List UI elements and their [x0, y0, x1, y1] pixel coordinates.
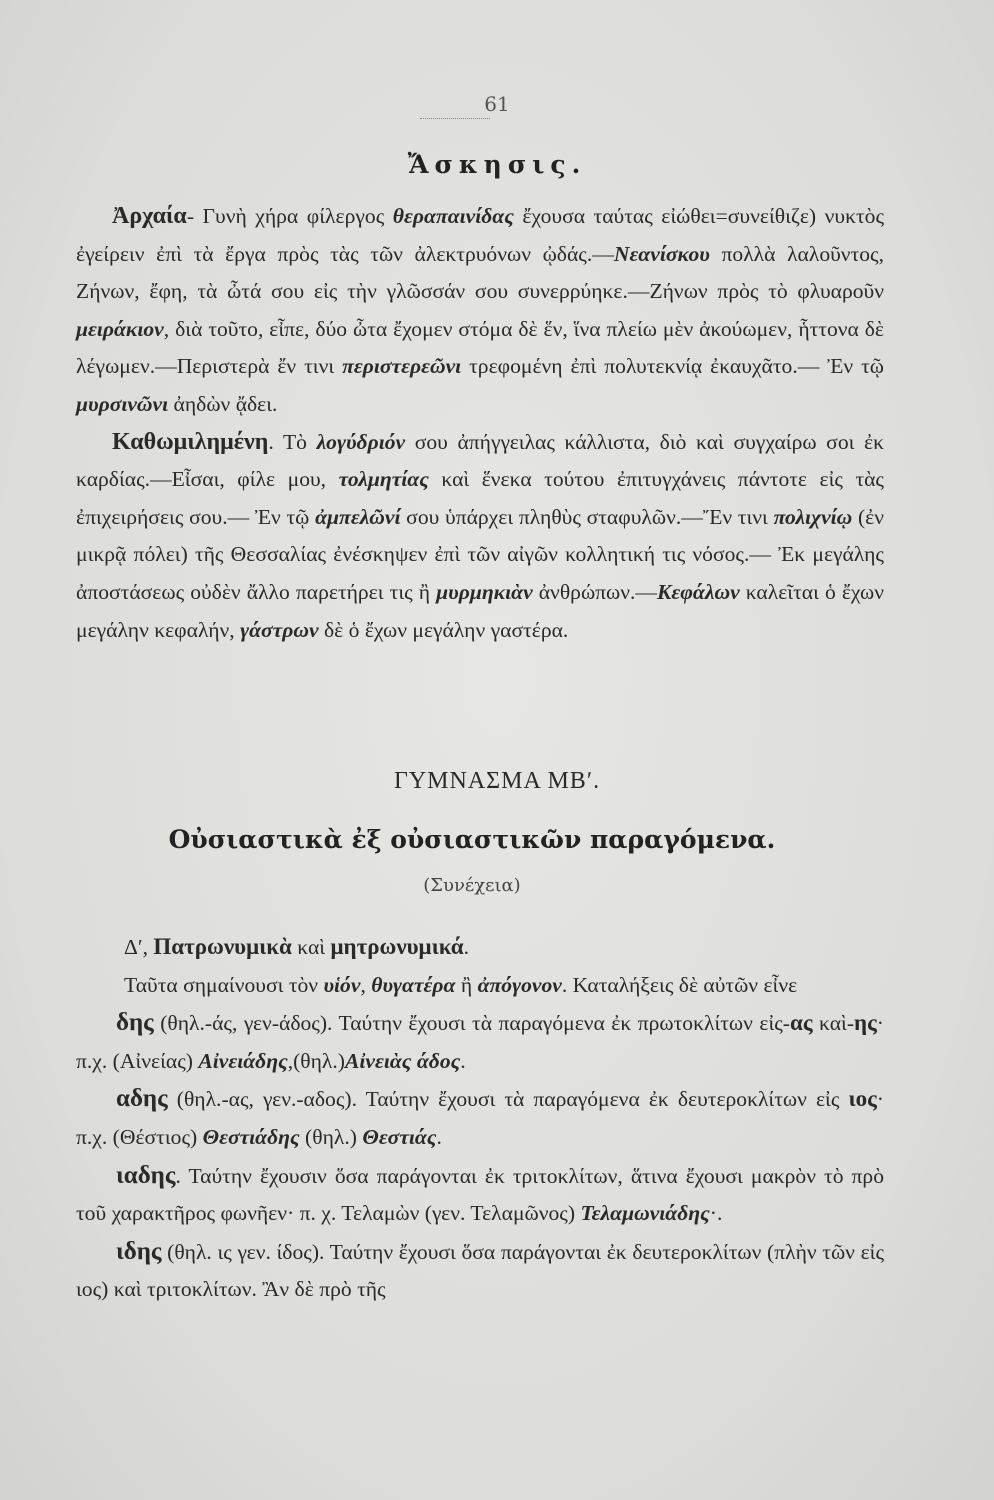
patronymics-section	[76, 928, 884, 1309]
exercise-heading: Ἄσκησις.	[407, 150, 587, 179]
section-d-heading: Δʹ, Πατρωνυμικὰ καὶ μητρωνυμικά.	[124, 934, 470, 959]
section-subtitle: Οὐσιαστικὰ ἐξ οὐσιαστικῶν παραγόμενα.	[168, 825, 776, 854]
gymnasma-title: ΓΥΜΝΑΣΜΑ ΜΒʹ.	[393, 768, 601, 794]
label-ancient: Ἀρχαία	[112, 203, 187, 229]
page-number-rule	[420, 118, 490, 119]
suffix-dis: δης (θηλ.-άς, γεν-άδος). Ταύτην ἔχουσι τὰ παραγόμενα ἐκ πρωτοκλίτων εἰς-ας καὶ-ης· π.χ. (Αἰνείας) Αἰνειάδης,(θηλ.)Αἰνειὰς άδος.	[76, 1009, 884, 1073]
suffix-idis: ιδης (θηλ. ις γεν. ίδος). Ταύτην ἔχουσι ὅσα παράγονται ἐκ δευτεροκλίτων (πλὴν τῶν εἰς ιος) καὶ τριτοκλίτων. Ἂν δὲ πρὸ τῆς	[76, 1237, 884, 1302]
exercise-body	[76, 198, 884, 649]
continued-note: (Συνέχεια)	[423, 875, 521, 896]
paragraph-ancient: Ἀρχαία- Γυνὴ χήρα φίλεργος θεραπαινίδας ἔχουσα ταύτας εἰώθει=συνείθιζε) νυκτὸς ἐγείρειν ἐπὶ τὰ ἔργα πρὸς τὰς τῶν ἀλεκτρυόνων ᾠδάς.—Νεανίσκου πολλὰ λαλοῦντος, Ζήνων, ἔφη, τὰ ὦτά σου εἰς τὴν γλῶσσάν σου συνερρύηκε.—Ζήνων πρὸς τὸ φλυαροῦν μειράκιον, διὰ τοῦτο, εἶπε, δύο ὦτα ἔχομεν στόμα δὲ ἕν, ἵνα πλείω μὲν ἀκούωμεν, ἧττονα δὲ λέγωμεν.—Περιστερὰ ἔν τινι περιστερεῶνι τρεφομένη ἐπὶ πολυτεκνίᾳ ἐκαυχᾶτο.— Ἐν τῷ μυρσινῶνι ἀηδὼν ᾄδει.	[76, 203, 884, 416]
suffix-iadis: ιαδης. Ταύτην ἔχουσιν ὅσα παράγονται ἐκ τριτοκλίτων, ἅτινα ἔχουσι μακρὸν τὸ πρὸ τοῦ χαρακτῆρος φωνῆεν· π. χ. Τελαμὼν (γεν. Τελαμῶνος) Τελαμωνιάδης·.	[76, 1161, 884, 1226]
suffix-adis: αδης (θηλ.-ας, γεν.-αδος). Ταύτην ἔχουσι τὰ παραγόμενα ἐκ δευτεροκλίτων εἰς ιος· π.χ. (Θέστιος) Θεστιάδης (θηλ.) Θεστιάς.	[76, 1085, 884, 1149]
page-number: 61	[484, 92, 510, 116]
section-intro: Ταῦτα σημαίνουσι τὸν υἱόν, θυγατέρα ἢ ἀπόγονον. Καταλήξεις δὲ αὐτῶν εἶνε	[124, 972, 798, 997]
paragraph-colloquial: Καθωμιλημένη. Τὸ λογύδριόν σου ἀπήγγειλας κάλλιστα, διὸ καὶ συγχαίρω σοι ἐκ καρδίας.—Εἶσαι, φίλε μου, τολμητίας καὶ ἕνεκα τούτου ἐπιτυγχάνεις πάντοτε εἰς τὰς ἐπιχειρήσεις σου.— Ἐν τῷ ἀμπελῶνί σου ὑπάρχει πληθὺς σταφυλῶν.—Ἔν τινι πολιχνίῳ (ἐν μικρᾷ πόλει) τῆς Θεσσαλίας ἐνέσκηψεν ἐπὶ τῶν αἰγῶν κολλητική τις νόσος.— Ἐκ μεγάλης ἀποστάσεως οὐδὲν ἄλλο παρετήρει τις ἢ μυρμηκιὰν ἀνθρώπων.—Κεφάλων καλεῖται ὁ ἔχων μεγάλην κεφαλήν, γάστρων δὲ ὁ ἔχων μεγάλην γαστέρα.	[76, 428, 884, 642]
label-colloquial: Καθωμιλημένη	[112, 428, 269, 455]
